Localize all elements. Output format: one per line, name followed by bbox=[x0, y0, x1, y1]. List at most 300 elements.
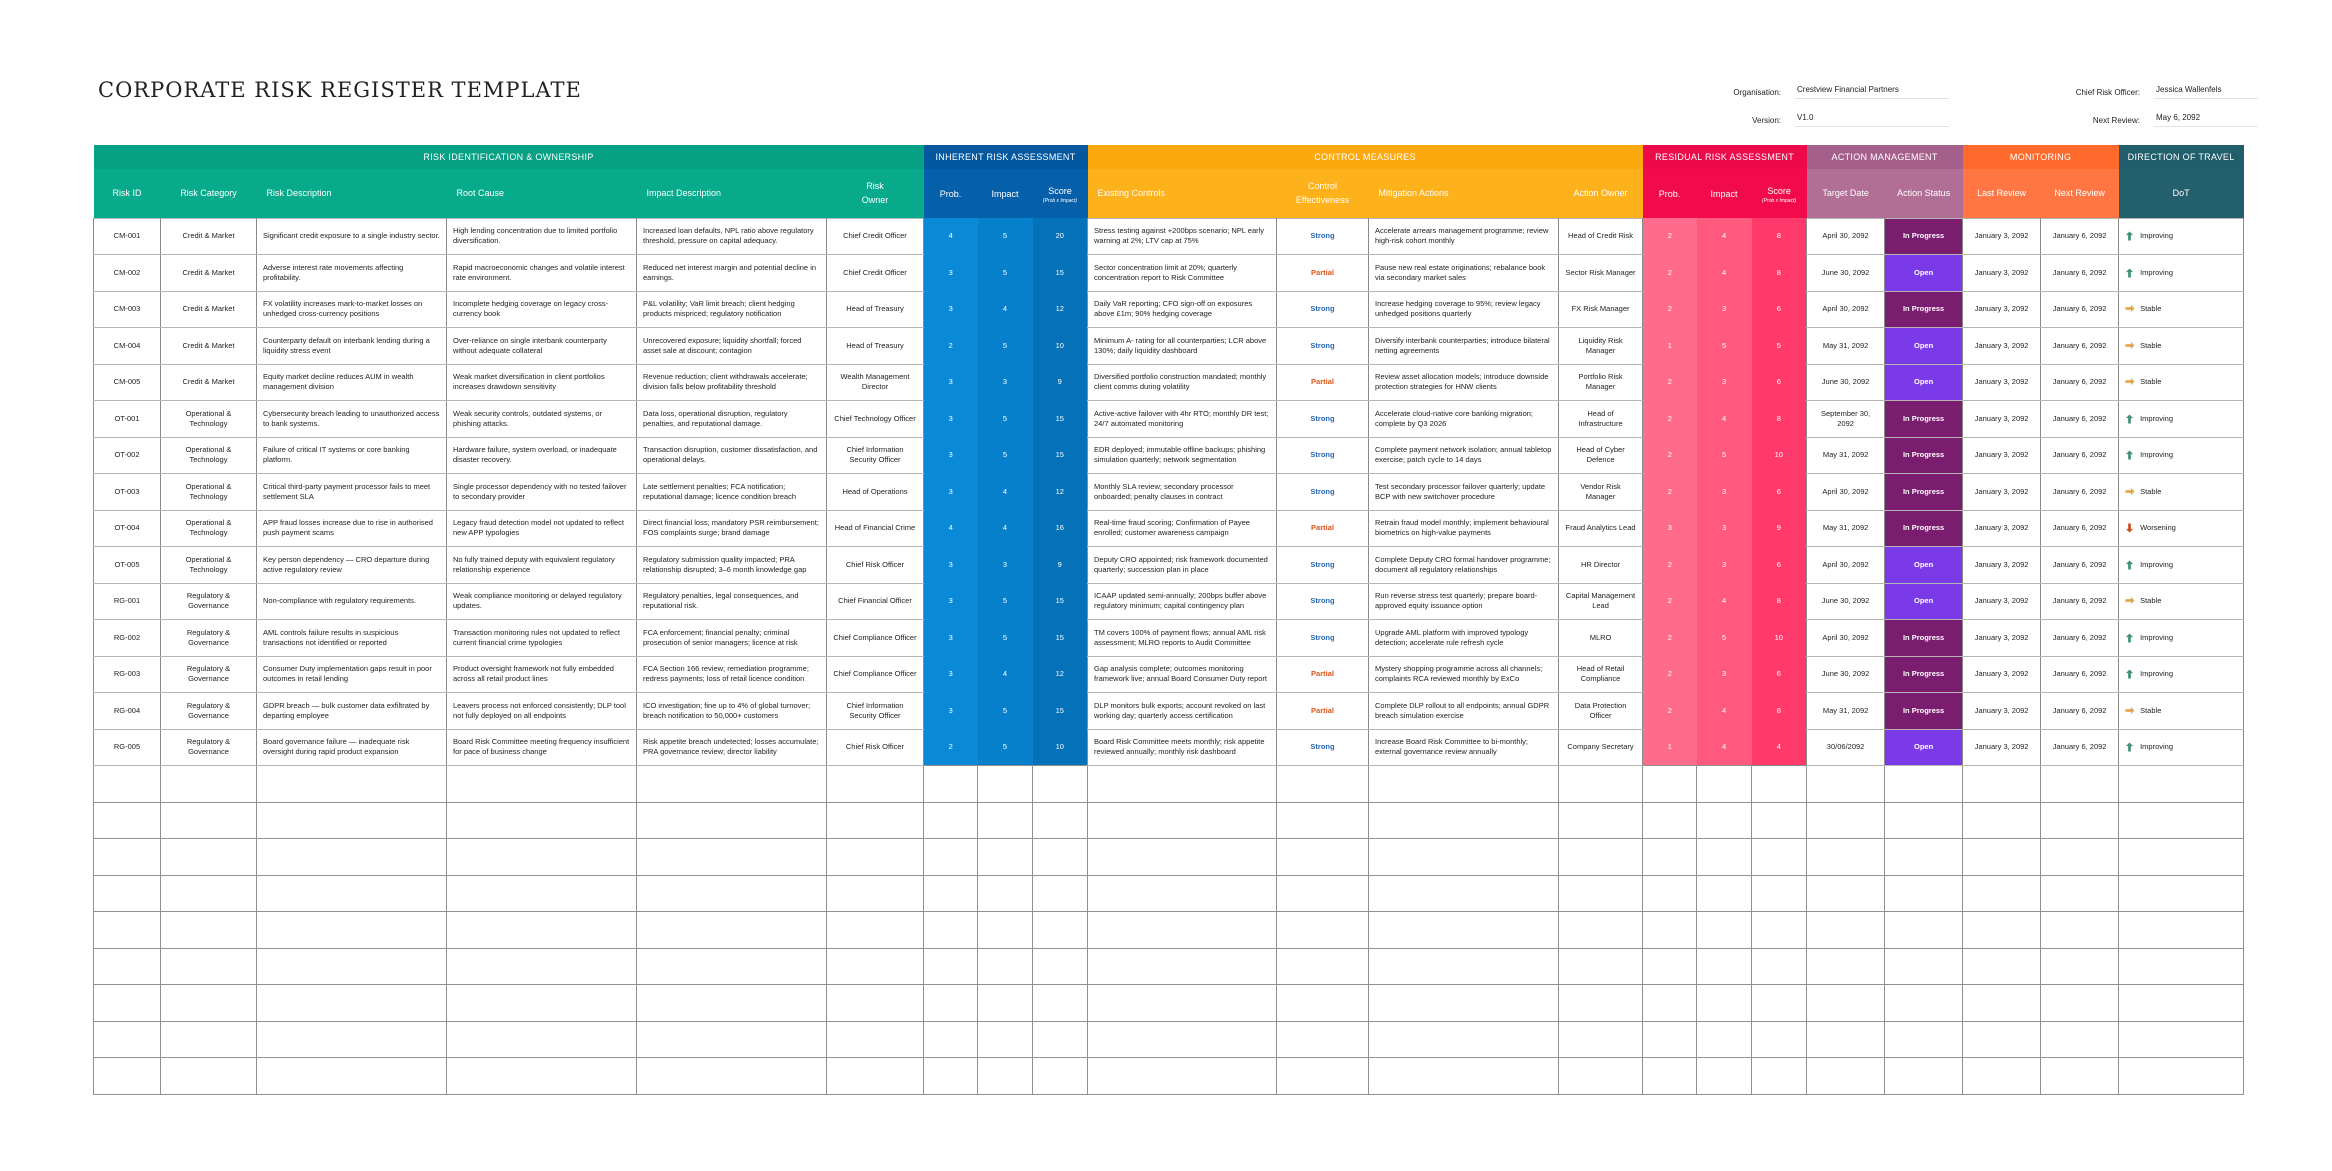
inh-prob-cell[interactable]: 3 bbox=[924, 401, 978, 438]
description-cell[interactable]: GDPR breach — bulk customer data exfiltrated by departing employee bbox=[257, 693, 447, 730]
empty-row[interactable] bbox=[94, 985, 2244, 1022]
last-review-cell[interactable]: January 3, 2092 bbox=[1963, 620, 2041, 657]
root-cause-cell[interactable]: Hardware failure, system overload, or inadequate disaster recovery. bbox=[447, 437, 637, 474]
impact-cell[interactable]: ICO investigation; fine up to 4% of global turnover; breach notification to 50,000+ customers bbox=[637, 693, 827, 730]
owner-cell[interactable]: Chief Compliance Officer bbox=[827, 656, 924, 693]
effectiveness-cell[interactable]: Partial bbox=[1277, 364, 1369, 401]
res-prob-cell[interactable]: 2 bbox=[1643, 583, 1697, 620]
empty-cell[interactable] bbox=[1088, 912, 1277, 949]
risk-id-cell[interactable]: OT-001 bbox=[94, 401, 161, 438]
empty-cell[interactable] bbox=[978, 948, 1033, 985]
owner-cell[interactable]: Chief Credit Officer bbox=[827, 218, 924, 255]
empty-cell[interactable] bbox=[2119, 912, 2244, 949]
impact-cell[interactable]: Reduced net interest margin and potential decline in earnings. bbox=[637, 255, 827, 292]
empty-cell[interactable] bbox=[1088, 1058, 1277, 1095]
action-owner-cell[interactable]: Vendor Risk Manager bbox=[1559, 474, 1643, 511]
controls-cell[interactable]: Monthly SLA review; secondary processor onboarded; penalty clauses in contract bbox=[1088, 474, 1277, 511]
empty-cell[interactable] bbox=[1277, 1058, 1369, 1095]
risk-id-cell[interactable]: OT-004 bbox=[94, 510, 161, 547]
impact-cell[interactable]: Unrecovered exposure; liquidity shortfall; forced asset sale at discount; contagion bbox=[637, 328, 827, 365]
empty-cell[interactable] bbox=[637, 948, 827, 985]
empty-cell[interactable] bbox=[637, 766, 827, 803]
controls-cell[interactable]: Active-active failover with 4hr RTO; monthly DR test; 24/7 automated monitoring bbox=[1088, 401, 1277, 438]
res-prob-cell[interactable]: 1 bbox=[1643, 328, 1697, 365]
empty-cell[interactable] bbox=[161, 985, 257, 1022]
effectiveness-cell[interactable]: Strong bbox=[1277, 547, 1369, 584]
empty-cell[interactable] bbox=[1088, 985, 1277, 1022]
empty-cell[interactable] bbox=[637, 839, 827, 876]
risk-id-cell[interactable]: CM-003 bbox=[94, 291, 161, 328]
res-prob-cell[interactable]: 3 bbox=[1643, 510, 1697, 547]
target-date-cell[interactable]: May 31, 2092 bbox=[1807, 437, 1885, 474]
dot-cell[interactable] bbox=[2119, 401, 2244, 438]
action-owner-cell[interactable]: Portfolio Risk Manager bbox=[1559, 364, 1643, 401]
mitigation-cell[interactable]: Test secondary processor failover quarterly; update BCP with new switchover procedure bbox=[1369, 474, 1559, 511]
last-review-cell[interactable]: January 3, 2092 bbox=[1963, 328, 2041, 365]
empty-cell[interactable] bbox=[1277, 1021, 1369, 1058]
empty-cell[interactable] bbox=[637, 1058, 827, 1095]
dot-cell[interactable] bbox=[2119, 474, 2244, 511]
table-row[interactable] bbox=[94, 328, 2244, 365]
empty-cell[interactable] bbox=[447, 912, 637, 949]
empty-cell[interactable] bbox=[1963, 1058, 2041, 1095]
inh-impact-cell[interactable]: 4 bbox=[978, 474, 1033, 511]
table-row[interactable] bbox=[94, 255, 2244, 292]
empty-cell[interactable] bbox=[827, 948, 924, 985]
empty-cell[interactable] bbox=[2119, 1021, 2244, 1058]
empty-cell[interactable] bbox=[924, 1021, 978, 1058]
next-review-cell[interactable]: January 6, 2092 bbox=[2041, 583, 2119, 620]
empty-cell[interactable] bbox=[1088, 839, 1277, 876]
empty-cell[interactable] bbox=[1277, 948, 1369, 985]
empty-cell[interactable] bbox=[2041, 985, 2119, 1022]
action-status-badge[interactable]: In Progress bbox=[1885, 620, 1963, 657]
inh-prob-cell[interactable]: 3 bbox=[924, 364, 978, 401]
category-cell[interactable]: Credit & Market bbox=[161, 328, 257, 365]
empty-cell[interactable] bbox=[257, 948, 447, 985]
table-row[interactable] bbox=[94, 729, 2244, 766]
description-cell[interactable]: Non-compliance with regulatory requirements. bbox=[257, 583, 447, 620]
res-impact-cell[interactable]: 3 bbox=[1697, 656, 1752, 693]
owner-cell[interactable]: Head of Operations bbox=[827, 474, 924, 511]
res-impact-cell[interactable]: 3 bbox=[1697, 364, 1752, 401]
empty-cell[interactable] bbox=[161, 1058, 257, 1095]
empty-cell[interactable] bbox=[2119, 839, 2244, 876]
empty-cell[interactable] bbox=[1963, 948, 2041, 985]
empty-cell[interactable] bbox=[447, 985, 637, 1022]
action-owner-cell[interactable]: Head of Retail Compliance bbox=[1559, 656, 1643, 693]
inh-impact-cell[interactable]: 3 bbox=[978, 547, 1033, 584]
dot-cell[interactable] bbox=[2119, 693, 2244, 730]
owner-cell[interactable]: Chief Information Security Officer bbox=[827, 437, 924, 474]
empty-cell[interactable] bbox=[1807, 1021, 1885, 1058]
empty-cell[interactable] bbox=[1885, 875, 1963, 912]
cro-field[interactable]: Jessica Wallenfels bbox=[2154, 85, 2258, 99]
category-cell[interactable]: Operational & Technology bbox=[161, 437, 257, 474]
empty-cell[interactable] bbox=[978, 985, 1033, 1022]
owner-cell[interactable]: Head of Treasury bbox=[827, 291, 924, 328]
empty-cell[interactable] bbox=[1697, 839, 1752, 876]
table-row[interactable] bbox=[94, 364, 2244, 401]
empty-cell[interactable] bbox=[257, 985, 447, 1022]
next-review-cell[interactable]: January 6, 2092 bbox=[2041, 364, 2119, 401]
root-cause-cell[interactable]: Weak market diversification in client portfolios increases drawdown sensitivity bbox=[447, 364, 637, 401]
mitigation-cell[interactable]: Retrain fraud model monthly; implement behavioural biometrics on high-value payments bbox=[1369, 510, 1559, 547]
action-status-badge[interactable]: In Progress bbox=[1885, 474, 1963, 511]
empty-cell[interactable] bbox=[637, 912, 827, 949]
effectiveness-cell[interactable]: Partial bbox=[1277, 510, 1369, 547]
empty-cell[interactable] bbox=[1752, 912, 1807, 949]
empty-cell[interactable] bbox=[1033, 766, 1088, 803]
empty-cell[interactable] bbox=[827, 766, 924, 803]
empty-cell[interactable] bbox=[1697, 912, 1752, 949]
table-row[interactable] bbox=[94, 474, 2244, 511]
empty-cell[interactable] bbox=[1752, 766, 1807, 803]
owner-cell[interactable]: Chief Credit Officer bbox=[827, 255, 924, 292]
empty-cell[interactable] bbox=[447, 1021, 637, 1058]
controls-cell[interactable]: TM covers 100% of payment flows; annual AML risk assessment; MLRO reports to Audit Committee bbox=[1088, 620, 1277, 657]
inh-prob-cell[interactable]: 3 bbox=[924, 291, 978, 328]
empty-cell[interactable] bbox=[2041, 1058, 2119, 1095]
controls-cell[interactable]: Sector concentration limit at 20%; quarterly concentration report to Risk Committee bbox=[1088, 255, 1277, 292]
inh-impact-cell[interactable]: 5 bbox=[978, 328, 1033, 365]
table-row[interactable] bbox=[94, 401, 2244, 438]
root-cause-cell[interactable]: Legacy fraud detection model not updated to reflect new APP typologies bbox=[447, 510, 637, 547]
empty-cell[interactable] bbox=[1885, 985, 1963, 1022]
empty-cell[interactable] bbox=[94, 875, 161, 912]
empty-cell[interactable] bbox=[2041, 875, 2119, 912]
mitigation-cell[interactable]: Run reverse stress test quarterly; prepare board-approved equity issuance option bbox=[1369, 583, 1559, 620]
empty-cell[interactable] bbox=[1033, 985, 1088, 1022]
empty-cell[interactable] bbox=[924, 766, 978, 803]
empty-cell[interactable] bbox=[1885, 766, 1963, 803]
empty-cell[interactable] bbox=[257, 839, 447, 876]
effectiveness-cell[interactable]: Partial bbox=[1277, 656, 1369, 693]
root-cause-cell[interactable]: Weak security controls, outdated systems, or phishing attacks. bbox=[447, 401, 637, 438]
empty-cell[interactable] bbox=[1088, 802, 1277, 839]
empty-cell[interactable] bbox=[1697, 802, 1752, 839]
dot-cell[interactable] bbox=[2119, 656, 2244, 693]
category-cell[interactable]: Operational & Technology bbox=[161, 474, 257, 511]
description-cell[interactable]: Consumer Duty implementation gaps result in poor outcomes in retail lending bbox=[257, 656, 447, 693]
action-status-badge[interactable]: Open bbox=[1885, 364, 1963, 401]
risk-id-cell[interactable]: RG-004 bbox=[94, 693, 161, 730]
category-cell[interactable]: Regulatory & Governance bbox=[161, 583, 257, 620]
impact-cell[interactable]: Revenue reduction; client withdrawals accelerate; division falls below profitability threshold bbox=[637, 364, 827, 401]
inh-prob-cell[interactable]: 3 bbox=[924, 474, 978, 511]
empty-row[interactable] bbox=[94, 766, 2244, 803]
empty-cell[interactable] bbox=[1807, 1058, 1885, 1095]
empty-cell[interactable] bbox=[2041, 839, 2119, 876]
empty-cell[interactable] bbox=[257, 875, 447, 912]
empty-cell[interactable] bbox=[1033, 875, 1088, 912]
last-review-cell[interactable]: January 3, 2092 bbox=[1963, 693, 2041, 730]
empty-cell[interactable] bbox=[1559, 839, 1643, 876]
empty-cell[interactable] bbox=[1963, 802, 2041, 839]
empty-cell[interactable] bbox=[447, 802, 637, 839]
empty-cell[interactable] bbox=[161, 1021, 257, 1058]
last-review-cell[interactable]: January 3, 2092 bbox=[1963, 547, 2041, 584]
last-review-cell[interactable]: January 3, 2092 bbox=[1963, 656, 2041, 693]
table-row[interactable] bbox=[94, 437, 2244, 474]
empty-cell[interactable] bbox=[1369, 948, 1559, 985]
empty-cell[interactable] bbox=[94, 912, 161, 949]
inh-prob-cell[interactable]: 2 bbox=[924, 729, 978, 766]
res-impact-cell[interactable]: 4 bbox=[1697, 583, 1752, 620]
res-impact-cell[interactable]: 3 bbox=[1697, 291, 1752, 328]
empty-cell[interactable] bbox=[1277, 985, 1369, 1022]
description-cell[interactable]: APP fraud losses increase due to rise in authorised push payment scams bbox=[257, 510, 447, 547]
root-cause-cell[interactable]: Over-reliance on single interbank counterparty without adequate collateral bbox=[447, 328, 637, 365]
action-owner-cell[interactable]: MLRO bbox=[1559, 620, 1643, 657]
impact-cell[interactable]: Transaction disruption, customer dissatisfaction, and operational delays. bbox=[637, 437, 827, 474]
impact-cell[interactable]: FCA enforcement; financial penalty; criminal prosecution of senior managers; licence at risk bbox=[637, 620, 827, 657]
empty-cell[interactable] bbox=[1559, 1058, 1643, 1095]
empty-cell[interactable] bbox=[637, 802, 827, 839]
description-cell[interactable]: Counterparty default on interbank lending during a liquidity stress event bbox=[257, 328, 447, 365]
empty-cell[interactable] bbox=[1369, 1058, 1559, 1095]
mitigation-cell[interactable]: Complete Deputy CRO formal handover programme; document all regulatory relationships bbox=[1369, 547, 1559, 584]
empty-cell[interactable] bbox=[1277, 875, 1369, 912]
target-date-cell[interactable]: May 31, 2092 bbox=[1807, 510, 1885, 547]
owner-cell[interactable]: Chief Risk Officer bbox=[827, 729, 924, 766]
empty-cell[interactable] bbox=[1559, 912, 1643, 949]
inh-prob-cell[interactable]: 3 bbox=[924, 583, 978, 620]
empty-cell[interactable] bbox=[1369, 1021, 1559, 1058]
owner-cell[interactable]: Head of Treasury bbox=[827, 328, 924, 365]
empty-cell[interactable] bbox=[1277, 802, 1369, 839]
empty-cell[interactable] bbox=[978, 766, 1033, 803]
next-review-cell[interactable]: January 6, 2092 bbox=[2041, 510, 2119, 547]
empty-cell[interactable] bbox=[257, 1058, 447, 1095]
empty-cell[interactable] bbox=[161, 839, 257, 876]
inh-prob-cell[interactable]: 3 bbox=[924, 656, 978, 693]
last-review-cell[interactable]: January 3, 2092 bbox=[1963, 255, 2041, 292]
action-owner-cell[interactable]: FX Risk Manager bbox=[1559, 291, 1643, 328]
empty-cell[interactable] bbox=[257, 802, 447, 839]
empty-cell[interactable] bbox=[1752, 948, 1807, 985]
empty-cell[interactable] bbox=[1369, 839, 1559, 876]
dot-cell[interactable] bbox=[2119, 729, 2244, 766]
root-cause-cell[interactable]: Single processor dependency with no tested failover to secondary provider bbox=[447, 474, 637, 511]
effectiveness-cell[interactable]: Strong bbox=[1277, 401, 1369, 438]
next-review-cell[interactable]: January 6, 2092 bbox=[2041, 547, 2119, 584]
res-impact-cell[interactable]: 4 bbox=[1697, 218, 1752, 255]
effectiveness-cell[interactable]: Strong bbox=[1277, 729, 1369, 766]
empty-cell[interactable] bbox=[94, 948, 161, 985]
description-cell[interactable]: Adverse interest rate movements affecting profitability. bbox=[257, 255, 447, 292]
target-date-cell[interactable]: May 31, 2092 bbox=[1807, 693, 1885, 730]
empty-cell[interactable] bbox=[1963, 985, 2041, 1022]
empty-cell[interactable] bbox=[447, 839, 637, 876]
res-prob-cell[interactable]: 2 bbox=[1643, 693, 1697, 730]
next-review-cell[interactable]: January 6, 2092 bbox=[2041, 218, 2119, 255]
category-cell[interactable]: Credit & Market bbox=[161, 291, 257, 328]
action-owner-cell[interactable]: HR Director bbox=[1559, 547, 1643, 584]
description-cell[interactable]: Key person dependency — CRO departure during active regulatory review bbox=[257, 547, 447, 584]
table-row[interactable] bbox=[94, 291, 2244, 328]
category-cell[interactable]: Operational & Technology bbox=[161, 510, 257, 547]
risk-id-cell[interactable]: RG-001 bbox=[94, 583, 161, 620]
empty-cell[interactable] bbox=[1369, 875, 1559, 912]
impact-cell[interactable]: Regulatory submission quality impacted; PRA relationship disrupted; 3–6 month knowledge gap bbox=[637, 547, 827, 584]
empty-cell[interactable] bbox=[978, 875, 1033, 912]
empty-cell[interactable] bbox=[161, 948, 257, 985]
action-status-badge[interactable]: Open bbox=[1885, 583, 1963, 620]
mitigation-cell[interactable]: Increase Board Risk Committee to bi-monthly; external governance review annually bbox=[1369, 729, 1559, 766]
mitigation-cell[interactable]: Complete DLP rollout to all endpoints; annual GDPR breach simulation exercise bbox=[1369, 693, 1559, 730]
empty-cell[interactable] bbox=[2119, 875, 2244, 912]
empty-cell[interactable] bbox=[1033, 948, 1088, 985]
empty-cell[interactable] bbox=[1752, 1058, 1807, 1095]
empty-cell[interactable] bbox=[2041, 948, 2119, 985]
empty-cell[interactable] bbox=[1369, 912, 1559, 949]
target-date-cell[interactable]: June 30, 2092 bbox=[1807, 255, 1885, 292]
empty-cell[interactable] bbox=[94, 985, 161, 1022]
empty-row[interactable] bbox=[94, 839, 2244, 876]
empty-cell[interactable] bbox=[1807, 839, 1885, 876]
controls-cell[interactable]: Diversified portfolio construction mandated; monthly client comms during volatility bbox=[1088, 364, 1277, 401]
last-review-cell[interactable]: January 3, 2092 bbox=[1963, 729, 2041, 766]
last-review-cell[interactable]: January 3, 2092 bbox=[1963, 474, 2041, 511]
controls-cell[interactable]: Stress testing against +200bps scenario; NPL early warning at 2%; LTV cap at 75% bbox=[1088, 218, 1277, 255]
empty-cell[interactable] bbox=[447, 875, 637, 912]
root-cause-cell[interactable]: Leavers process not enforced consistently; DLP tool not fully deployed on all endpoints bbox=[447, 693, 637, 730]
inh-impact-cell[interactable]: 3 bbox=[978, 364, 1033, 401]
empty-cell[interactable] bbox=[2041, 912, 2119, 949]
action-status-badge[interactable]: In Progress bbox=[1885, 401, 1963, 438]
risk-id-cell[interactable]: CM-005 bbox=[94, 364, 161, 401]
controls-cell[interactable]: Real-time fraud scoring; Confirmation of Payee enrolled; customer awareness campaign bbox=[1088, 510, 1277, 547]
empty-cell[interactable] bbox=[827, 912, 924, 949]
root-cause-cell[interactable]: Product oversight framework not fully embedded across all retail product lines bbox=[447, 656, 637, 693]
action-owner-cell[interactable]: Head of Cyber Defence bbox=[1559, 437, 1643, 474]
category-cell[interactable]: Credit & Market bbox=[161, 218, 257, 255]
root-cause-cell[interactable]: No fully trained deputy with equivalent regulatory relationship experience bbox=[447, 547, 637, 584]
action-status-badge[interactable]: In Progress bbox=[1885, 693, 1963, 730]
empty-cell[interactable] bbox=[2119, 948, 2244, 985]
next-review-cell[interactable]: January 6, 2092 bbox=[2041, 474, 2119, 511]
empty-cell[interactable] bbox=[1643, 948, 1697, 985]
owner-cell[interactable]: Chief Compliance Officer bbox=[827, 620, 924, 657]
empty-cell[interactable] bbox=[447, 1058, 637, 1095]
root-cause-cell[interactable]: High lending concentration due to limited portfolio diversification. bbox=[447, 218, 637, 255]
inh-impact-cell[interactable]: 5 bbox=[978, 729, 1033, 766]
controls-cell[interactable]: Board Risk Committee meets monthly; risk appetite reviewed annually; monthly risk dashboard bbox=[1088, 729, 1277, 766]
impact-cell[interactable]: Risk appetite breach undetected; losses accumulate; PRA governance review; director liability bbox=[637, 729, 827, 766]
impact-cell[interactable]: Late settlement penalties; FCA notification; reputational damage; licence condition breach bbox=[637, 474, 827, 511]
effectiveness-cell[interactable]: Partial bbox=[1277, 255, 1369, 292]
inh-prob-cell[interactable]: 3 bbox=[924, 437, 978, 474]
owner-cell[interactable]: Wealth Management Director bbox=[827, 364, 924, 401]
description-cell[interactable]: Critical third-party payment processor fails to meet settlement SLA bbox=[257, 474, 447, 511]
empty-cell[interactable] bbox=[1643, 839, 1697, 876]
action-owner-cell[interactable]: Fraud Analytics Lead bbox=[1559, 510, 1643, 547]
impact-cell[interactable]: Increased loan defaults, NPL ratio above regulatory threshold, pressure on capital adequacy. bbox=[637, 218, 827, 255]
res-prob-cell[interactable]: 2 bbox=[1643, 401, 1697, 438]
empty-cell[interactable] bbox=[1885, 1021, 1963, 1058]
inh-impact-cell[interactable]: 4 bbox=[978, 510, 1033, 547]
table-row[interactable] bbox=[94, 656, 2244, 693]
controls-cell[interactable]: Gap analysis complete; outcomes monitoring framework live; annual Board Consumer Duty report bbox=[1088, 656, 1277, 693]
empty-cell[interactable] bbox=[1277, 912, 1369, 949]
empty-cell[interactable] bbox=[447, 766, 637, 803]
risk-id-cell[interactable]: CM-002 bbox=[94, 255, 161, 292]
controls-cell[interactable]: Daily VaR reporting; CFO sign-off on exposures above £1m; 90% hedging coverage bbox=[1088, 291, 1277, 328]
res-prob-cell[interactable]: 2 bbox=[1643, 547, 1697, 584]
empty-cell[interactable] bbox=[1963, 912, 2041, 949]
target-date-cell[interactable]: 30/06/2092 bbox=[1807, 729, 1885, 766]
dot-cell[interactable] bbox=[2119, 437, 2244, 474]
empty-cell[interactable] bbox=[978, 912, 1033, 949]
mitigation-cell[interactable]: Accelerate cloud-native core banking migration; complete by Q3 2026 bbox=[1369, 401, 1559, 438]
action-owner-cell[interactable]: Head of Credit Risk bbox=[1559, 218, 1643, 255]
impact-cell[interactable]: P&L volatility; VaR limit breach; client hedging products mispriced; regulatory notification bbox=[637, 291, 827, 328]
res-impact-cell[interactable]: 5 bbox=[1697, 620, 1752, 657]
inh-impact-cell[interactable]: 5 bbox=[978, 401, 1033, 438]
inh-prob-cell[interactable]: 3 bbox=[924, 255, 978, 292]
category-cell[interactable]: Regulatory & Governance bbox=[161, 656, 257, 693]
empty-cell[interactable] bbox=[1559, 766, 1643, 803]
inh-prob-cell[interactable]: 2 bbox=[924, 328, 978, 365]
mitigation-cell[interactable]: Increase hedging coverage to 95%; review legacy unhedged positions quarterly bbox=[1369, 291, 1559, 328]
root-cause-cell[interactable]: Weak compliance monitoring or delayed regulatory updates. bbox=[447, 583, 637, 620]
empty-cell[interactable] bbox=[1643, 1021, 1697, 1058]
empty-cell[interactable] bbox=[1752, 985, 1807, 1022]
empty-cell[interactable] bbox=[94, 1058, 161, 1095]
dot-cell[interactable] bbox=[2119, 364, 2244, 401]
res-prob-cell[interactable]: 2 bbox=[1643, 291, 1697, 328]
empty-cell[interactable] bbox=[1643, 875, 1697, 912]
empty-cell[interactable] bbox=[2041, 802, 2119, 839]
empty-cell[interactable] bbox=[1033, 1058, 1088, 1095]
action-owner-cell[interactable]: Capital Management Lead bbox=[1559, 583, 1643, 620]
empty-cell[interactable] bbox=[827, 839, 924, 876]
mitigation-cell[interactable]: Mystery shopping programme across all channels; complaints RCA reviewed monthly by ExCo bbox=[1369, 656, 1559, 693]
empty-cell[interactable] bbox=[1885, 948, 1963, 985]
empty-row[interactable] bbox=[94, 1058, 2244, 1095]
effectiveness-cell[interactable]: Strong bbox=[1277, 583, 1369, 620]
empty-cell[interactable] bbox=[1559, 985, 1643, 1022]
effectiveness-cell[interactable]: Strong bbox=[1277, 474, 1369, 511]
empty-cell[interactable] bbox=[1807, 802, 1885, 839]
table-row[interactable] bbox=[94, 583, 2244, 620]
empty-cell[interactable] bbox=[1277, 839, 1369, 876]
target-date-cell[interactable]: June 30, 2092 bbox=[1807, 583, 1885, 620]
inh-impact-cell[interactable]: 4 bbox=[978, 291, 1033, 328]
empty-cell[interactable] bbox=[924, 802, 978, 839]
root-cause-cell[interactable]: Board Risk Committee meeting frequency insufficient for pace of business change bbox=[447, 729, 637, 766]
empty-cell[interactable] bbox=[1369, 802, 1559, 839]
empty-cell[interactable] bbox=[1885, 912, 1963, 949]
empty-cell[interactable] bbox=[1643, 1058, 1697, 1095]
inh-prob-cell[interactable]: 4 bbox=[924, 510, 978, 547]
category-cell[interactable]: Credit & Market bbox=[161, 364, 257, 401]
res-prob-cell[interactable]: 2 bbox=[1643, 364, 1697, 401]
table-row[interactable] bbox=[94, 218, 2244, 255]
empty-cell[interactable] bbox=[94, 802, 161, 839]
description-cell[interactable]: Cybersecurity breach leading to unauthorized access to bank systems. bbox=[257, 401, 447, 438]
empty-cell[interactable] bbox=[447, 948, 637, 985]
empty-cell[interactable] bbox=[1697, 875, 1752, 912]
action-status-badge[interactable]: In Progress bbox=[1885, 510, 1963, 547]
target-date-cell[interactable]: June 30, 2092 bbox=[1807, 364, 1885, 401]
effectiveness-cell[interactable]: Strong bbox=[1277, 328, 1369, 365]
impact-cell[interactable]: FCA Section 166 review; remediation programme; redress payments; loss of retail licence condition bbox=[637, 656, 827, 693]
res-prob-cell[interactable]: 1 bbox=[1643, 729, 1697, 766]
res-impact-cell[interactable]: 5 bbox=[1697, 328, 1752, 365]
risk-id-cell[interactable]: OT-005 bbox=[94, 547, 161, 584]
